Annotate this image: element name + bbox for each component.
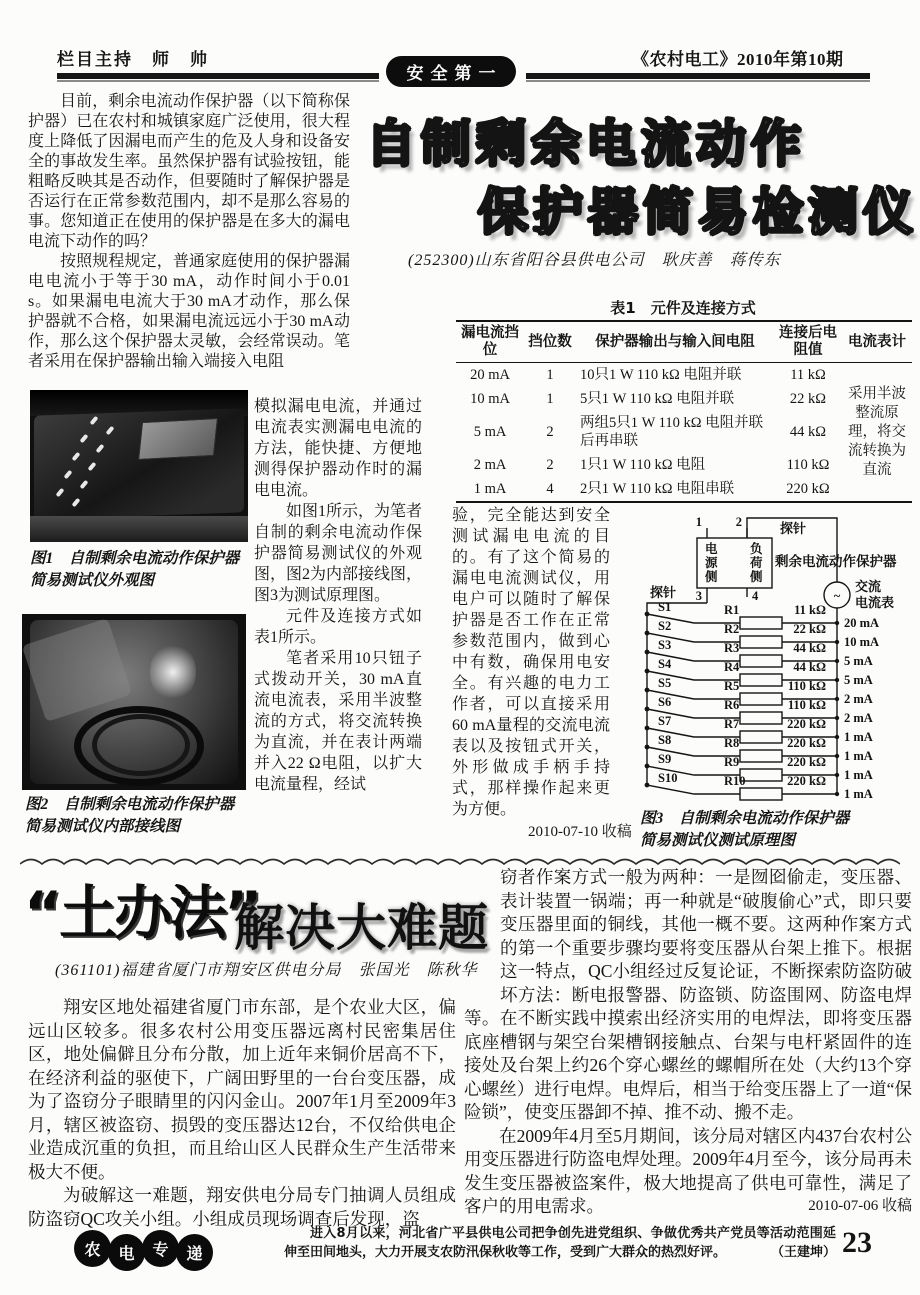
figure3-row-label: 1 mA — [844, 749, 873, 763]
table1-header: 保护器输出与输入间电阻 — [576, 321, 774, 363]
figure3-row-label: R9 — [724, 755, 740, 769]
article2-paragraph: 窃者作案方式一般为两种：一是囫囵偷走，变压器、表计装置一锅端；再一种就是“破腹偷心”式，即只要变压器里面的铜线，其他一概不要。这两种作案方式的第一个重要步骤均要将变压器从台架上推下。根据这一特点，QC小组经过反复论证，不断探索防盗防破坏方法：断电报警器、防盗锁、防盗围网、防盗电焊等。在不断实践中摸索出经济实用的电焊法，即将变压器底座槽钢与架空台架槽钢接触点、台架与电杆紧固件的连接处及台架上约26个穿心螺丝的螺帽所在处（大约13个穿心螺丝）进行电焊。电焊后，相当于给变压器上了一道“保险锁”，使变压器卸不掉、推不动、搬不走。 — [464, 867, 912, 1122]
figure2-photo — [22, 614, 246, 790]
figure3-row-label: S2 — [658, 619, 672, 633]
safety-first-badge: 安全第一 — [386, 56, 516, 87]
figure3-row-label: S7 — [658, 714, 672, 728]
figure3-row-label: 1 mA — [844, 730, 873, 744]
table1-cell: 22 kΩ — [789, 391, 827, 407]
figure3-row-label: 11 kΩ — [794, 603, 826, 617]
figure3-caption — [640, 808, 912, 852]
footer-news — [284, 1224, 836, 1262]
figure3-row-label: S8 — [658, 733, 672, 747]
article1-paragraph: 笔者采用10只钮子式拨动开关，30 mA直流电流表，采用半波整流的方式，将交流转换为直流，并在表计两端并入22 Ω电阻，以扩大电流量程，经试 — [254, 650, 422, 793]
table1-header: 挡位数 — [524, 321, 576, 363]
figure2-highlight — [150, 642, 196, 702]
box-label-char: 负 — [750, 542, 763, 556]
figure3-row-label: S10 — [658, 771, 678, 785]
figure3-row-label: 1 mA — [844, 768, 873, 782]
table1-cell: 1 — [546, 367, 554, 383]
article1-column2 — [254, 396, 422, 795]
table1-cell: 2只1 W 110 kΩ 电阻串联 — [580, 481, 735, 497]
column-host-label: 栏目主持 师 帅 — [57, 50, 209, 70]
figure3-caption-line1: 图3 自制剩余电流动作保护器 — [640, 810, 850, 827]
figure1-meter — [138, 418, 218, 460]
title-overlap-spacer — [464, 866, 500, 984]
box-label-char: 侧 — [750, 570, 763, 584]
table1-header: 电流表计 — [842, 321, 912, 363]
table1-cell: 1 — [546, 391, 554, 407]
article1-paragraph: 目前，剩余电流动作保护器（以下简称保护器）已在农村和城镇家庭广泛使用，很大程度上降低了因漏电而产生的危及人身和设备安全的事故发生率。虽然保护器有试验按钮，能粗略反映其是否动作，但要随时了解保护器是否运行在正常参数范围内，却不是那么容易的事。您知道正在使用的保护器是在多大的漏电电流下动作的吗？ — [28, 93, 350, 250]
figure3-row-label: 44 kΩ — [793, 660, 826, 674]
header-rule-right — [526, 73, 870, 82]
terminal-number: 1 — [695, 515, 702, 529]
article2-column1 — [28, 996, 456, 1231]
protector-label: 剩余电流动作保护器 — [775, 554, 897, 569]
figure3-circuit-diagram — [612, 500, 918, 812]
ac-symbol: ~ — [833, 589, 841, 603]
figure1-case-edge — [30, 516, 248, 542]
footer-news-body: 进入8月以来，河北省广平县供电公司把争创先进党组织、争做优秀共产党员等活动范围延伸至田间地头，大力开展支农防汛保秋收等工作，受到广大群众的热烈好评。 — [284, 1226, 836, 1260]
badge-circle-char: 递 — [176, 1234, 213, 1271]
figure3-row-label: S6 — [658, 695, 672, 709]
table1-cell: 10只1 W 110 kΩ 电阻并联 — [580, 367, 742, 383]
figure3-row-label: 110 kΩ — [787, 698, 826, 712]
journal-issue-label: 《农村电工》2010年第10期 — [632, 50, 844, 69]
table1-row — [456, 363, 912, 388]
figure3-row-label: 44 kΩ — [793, 641, 826, 655]
article2-title-left: “土办法” — [24, 879, 260, 947]
figure3-row-label: 22 kΩ — [793, 622, 826, 636]
article1-paragraph: 元件及连接方式如表1所示。 — [254, 608, 422, 646]
ammeter-label: 电流表 — [855, 595, 895, 610]
article1-title-line2: 保护器简易检测仪 — [478, 183, 918, 241]
badge-circle-char: 专 — [142, 1230, 179, 1267]
figure3-row-label: R2 — [724, 622, 740, 636]
article2-column2 — [464, 866, 912, 1219]
figure1-photo — [30, 390, 248, 542]
terminal-number: 2 — [735, 515, 742, 529]
page-number: 23 — [842, 1226, 872, 1259]
figure2-wire-coil-inner — [92, 714, 190, 776]
table1-cell: 4 — [546, 481, 554, 497]
article2-byline: (361101)福建省厦门市翔安区供电分局 张国光 陈秋华 — [55, 962, 478, 979]
figure1-caption: 图1 自制剩余电流动作保护器简易测试仪外观图 — [30, 550, 240, 589]
article1-title-line1: 自制剩余电流动作 — [366, 115, 806, 173]
table1-cell: 两组5只1 W 110 kΩ 电阻并联后再串联 — [580, 415, 764, 449]
figure3-row-label: 110 kΩ — [787, 679, 826, 693]
figure3-row-label: 220 kΩ — [787, 755, 826, 769]
article2-paragraph: 翔安区地处福建省厦门市东部，是个农业大区，偏远山区较多。很多农村公用变压器远离村民密集居住区，地处偏僻且分布分散，加上近年来铜价居高不下，在经济利益的驱使下，广阔田野里的一台台变压器，成为了盗窃分子眼睛里的闪闪金山。2007年1月至2009年3月，辖区被盗窃、损毁的变压器达12台，不仅给供电企业造成沉重的负担，而且给山区人民群众生产生活带来极大不便。 — [28, 997, 456, 1182]
rural-power-express-badge — [74, 1230, 210, 1267]
table1-cell: 44 kΩ — [789, 424, 827, 440]
article2-title-right: 解决大难题 — [234, 899, 489, 957]
terminal-number: 4 — [752, 589, 759, 603]
header-rule-left — [57, 73, 379, 82]
table1-cell: 110 kΩ — [786, 457, 830, 473]
figure3-row-label: S4 — [658, 657, 672, 671]
table1-title: 表1 元件及连接方式 — [610, 299, 756, 317]
figure3-row-label: 5 mA — [844, 673, 873, 687]
figure3-row-label: 220 kΩ — [787, 774, 826, 788]
terminal-number: 3 — [695, 589, 702, 603]
article1-paragraph: 按照规程规定，普通家庭使用的保护器漏电电流小于等于30 mA，动作时间小于0.01 s。如果漏电电流大于30 mA才动作，那么保护器就不合格，如果漏电流远远小于30 mA动作，那么这个保护器太灵敏，会经常误动。笔者采用在保护器输出输入端接入电阻 — [28, 253, 350, 370]
figure3-row-label: R5 — [724, 679, 740, 693]
article1-paragraph: 模拟漏电电流，并通过电流表实测漏电电流的方法，能快捷、方便地测得保护器动作时的漏电电流。 — [254, 398, 422, 499]
table1-cell: 11 kΩ — [790, 367, 826, 383]
figure2-caption: 图2 自制剩余电流动作保护器简易测试仪内部接线图 — [25, 796, 235, 835]
box-label-char: 荷 — [750, 556, 763, 570]
badge-circle-char: 电 — [108, 1234, 145, 1271]
figure3-switch-row — [645, 600, 879, 630]
figure3-row-label: S1 — [658, 600, 672, 614]
probe-top-label: 探针 — [780, 521, 807, 536]
figure3-row-label: 5 mA — [844, 654, 873, 668]
table1-cell: 5 mA — [473, 424, 507, 440]
figure3-row-label: S9 — [658, 752, 672, 766]
article1-paragraph: 如图1所示，为笔者自制的剩余电流动作保护器简易测试仪的外观图，图2为内部接线图，图3为测试原理图。 — [254, 503, 423, 604]
figure3-row-label: 220 kΩ — [787, 717, 826, 731]
table1 — [456, 320, 912, 503]
box-label-char: 侧 — [705, 570, 718, 584]
article2-received-date: 2010-07-06 收稿 — [808, 1198, 912, 1214]
table1-cell: 220 kΩ — [786, 481, 830, 497]
table1-cell: 2 — [546, 424, 554, 440]
figure3-row-label: R4 — [724, 660, 740, 674]
box-label-char: 源 — [705, 556, 718, 570]
table1-cell: 2 — [546, 457, 554, 473]
figure3-row-label: R7 — [724, 717, 740, 731]
table1-cell: 1只1 W 110 kΩ 电阻 — [580, 457, 706, 473]
article1-received-date: 2010-07-10 收稿 — [528, 824, 632, 840]
footer-news-text — [284, 1224, 836, 1262]
article2-paragraph — [464, 1125, 912, 1219]
figure3-row-label: S3 — [658, 638, 672, 652]
table1-header: 漏电流挡位 — [456, 321, 524, 363]
probe-left-label: 探针 — [650, 585, 677, 600]
table1-cell: 1 mA — [473, 481, 507, 497]
figure3-row-label: 2 mA — [844, 711, 873, 725]
box-label-char: 电 — [705, 542, 718, 556]
table1-cell: 5只1 W 110 kΩ 电阻并联 — [580, 391, 735, 407]
figure3-row-label: R6 — [724, 698, 740, 712]
figure3-row-label: R8 — [724, 736, 740, 750]
figure3-row-label: 10 mA — [844, 635, 880, 649]
figure3-row-label: 2 mA — [844, 692, 873, 706]
figure3-row-label: 1 mA — [844, 787, 873, 801]
article2-paragraph: 为破解这一难题，翔安供电分局专门抽调人员组成防盗窃QC攻关小组。小组成员现场调查后发现，盗 — [28, 1185, 456, 1229]
figure3-row-label: 20 mA — [844, 616, 880, 630]
figure3-row-label: R10 — [724, 774, 746, 788]
badge-circle-char: 农 — [74, 1230, 111, 1267]
article1-byline: (252300)山东省阳谷县供电公司 耿庆善 蒋传东 — [408, 252, 781, 269]
ammeter-label: 交流 — [855, 579, 882, 594]
table1-cell: 2 mA — [473, 457, 507, 473]
figure3-caption-line2: 简易测试仪测试原理图 — [640, 832, 796, 849]
table1-cell: 10 mA — [470, 391, 510, 407]
figure3-row-label: R3 — [724, 641, 740, 655]
figure3-row-label: 220 kΩ — [787, 736, 826, 750]
table1-header: 连接后电阻值 — [774, 321, 842, 363]
footer-news-author: （王建坤） — [770, 1245, 836, 1260]
table1-header-row — [456, 321, 912, 363]
article1-column3 — [452, 505, 610, 820]
article2-paragraph-text: 在2009年4月至5月期间，该分局对辖区内437台农村公用变压器进行防盗电焊处理。2009年4月至今，该分局再未发生变压器被盗案件，极大地提高了供电可靠性，满足了客户的用电需求。 — [464, 1125, 912, 1216]
figure3-row-label: S5 — [658, 676, 672, 690]
article1-paragraph: 验，完全能达到安全测试漏电电流的目的。有了这个简易的漏电电流测试仪，用电户可以随时了解保护器是否工作在正常参数范围内，做到心中有数，确保用电安全。有兴趣的电力工作者，可以直接采用60 mA量程的交流电流表以及按钮式开关，外形做成手柄手持式，那样操作起来更为方便。 — [452, 507, 610, 818]
figure3-row-label: R1 — [724, 603, 740, 617]
table1-merged-cell: 采用半波整流原理，将交流转换为直流 — [848, 385, 906, 478]
article1-column1 — [28, 92, 350, 372]
table1-cell: 20 mA — [470, 367, 510, 383]
